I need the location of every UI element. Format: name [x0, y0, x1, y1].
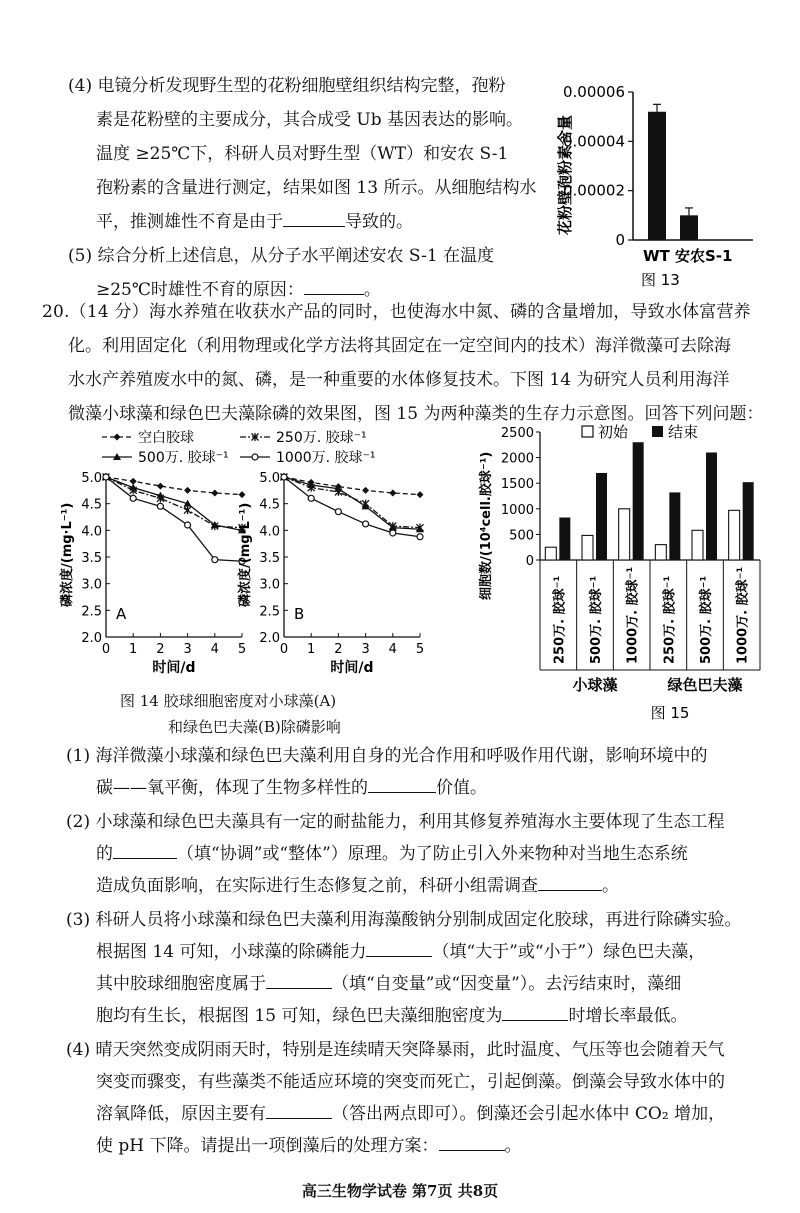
answer-blank[interactable] — [439, 1134, 505, 1151]
q20-3-text3: 其中胶球细胞密度属于 — [96, 974, 266, 994]
q20-4-text4: 使 pH 下降。请提出一项倒藻后的处理方案： — [96, 1136, 439, 1156]
fig14-x-tick-label: 3 — [183, 642, 192, 657]
fig13-x-label-wt: WT — [643, 247, 670, 265]
fig15-y-label: 细胞数/(10⁴cell.胶球⁻¹) — [479, 451, 494, 600]
fig14-y-tick-label: 4.0 — [259, 524, 280, 540]
fig13-bar — [680, 215, 698, 240]
fig14-y-tick-label: 4.5 — [259, 497, 280, 513]
fig14-data-point — [157, 483, 164, 490]
q19-p5-text: ≥25℃时雄性不育的原因： — [96, 280, 304, 300]
q20-2-text3-end: 。 — [602, 876, 619, 896]
fig14-y-tick-label: 2.0 — [259, 631, 280, 646]
fig15-y-tick-label: 2000 — [500, 451, 534, 467]
q20-4-line3 — [96, 1102, 725, 1126]
q19-p4-line3: 温度 ≥25℃下，科研人员对野生型（WT）和安农 S-1 — [96, 144, 509, 164]
fig14-data-point — [239, 491, 246, 498]
fig14-legend-label: 250万. 胶球⁻¹ — [276, 430, 367, 446]
q20-2-text3: 造成负面影响，在实际进行生态修复之前，科研小组需调查 — [96, 876, 538, 896]
fig15-caption: 图 15 — [650, 704, 690, 720]
fig15-bar-final — [706, 452, 717, 560]
q19-p5-line1: (5) 综合分析上述信息，从分子水平阐述安农 S-1 在温度 — [68, 246, 495, 266]
q20-2-line3 — [96, 874, 619, 898]
fig14-x-tick-label: 4 — [388, 642, 397, 657]
fig14-x-tick-label: 0 — [101, 642, 111, 657]
q20-3-text3-end: （填“自变量”或“因变量”）。去污结束时，藻细 — [332, 974, 682, 994]
fig13-y-tick-label: 0.00002 — [562, 181, 625, 200]
q20-4-line2: 突变而骤变，有些藻类不能适应环境的突变而死亡，引起倒藻。倒藻会导致水体中的 — [96, 1072, 725, 1092]
fig14-data-point — [130, 495, 136, 501]
fig14-y-tick-label: 4.5 — [81, 497, 102, 513]
q20-4-text4-end: 。 — [504, 1136, 522, 1156]
fig14-series-line — [284, 477, 420, 495]
fig14-data-point — [363, 521, 369, 527]
fig15-bar-final — [596, 473, 607, 560]
fig15-bar-final — [633, 442, 644, 560]
fig14-legend-label: 500万. 胶球⁻¹ — [138, 450, 229, 466]
fig14-y-tick-label: 3.0 — [259, 577, 280, 593]
fig15-legend-final: 结束 — [668, 423, 699, 441]
fig14-x-tick-label: 2 — [156, 642, 165, 657]
q20-3-text2: 根据图 14 可知，小球藻的除磷能力 — [96, 942, 367, 962]
page-footer: 高三生物学试卷 第7页 共8页 — [301, 1182, 499, 1200]
fig14-x-tick-label: 5 — [237, 642, 247, 657]
fig13-caption: 图 13 — [641, 271, 680, 289]
fig14-panel-label: A — [116, 605, 127, 623]
answer-blank[interactable] — [538, 874, 602, 891]
answer-blank[interactable] — [266, 1102, 332, 1119]
fig15-y-tick-label: 1000 — [500, 502, 534, 518]
figure-14-caption-line2: 和绿色巴夫藻(B)除磷影响 — [168, 718, 341, 736]
q19-p4-line1: (4) 电镜分析发现野生型的花粉细胞壁组织结构完整，孢粉 — [68, 76, 506, 96]
fig14-legend-marker — [252, 454, 258, 460]
fig15-bar-final — [559, 518, 570, 560]
q20-4-text3: 溶氧降低，原因主要有 — [96, 1104, 266, 1124]
q20-1-text: 碳——氧平衡，体现了生物多样性的 — [96, 778, 368, 798]
q20-4-text3-end: （答出两点即可）。倒藻还会引起水体中 CO₂ 增加， — [332, 1104, 726, 1124]
fig15-y-tick-label: 500 — [509, 528, 534, 544]
fig13-y-tick-label: 0.00006 — [562, 83, 625, 101]
q20-intro-line4: 微藻小球藻和绿色巴夫藻除磷的效果图，图 15 为两种藻类的生存力示意图。回答下列问题： — [68, 404, 764, 424]
fig14-y-tick-label: 4.0 — [81, 524, 102, 540]
q20-3-line4 — [96, 1004, 687, 1028]
q19-p4-line2: 素是花粉壁的主要成分，其合成受 Ub 基因表达的影响。 — [96, 110, 524, 130]
fig15-legend-initial-swatch — [582, 426, 593, 437]
fig14-y-tick-label: 3.5 — [81, 551, 102, 566]
fig15-bar-initial — [692, 530, 703, 560]
q20-1-text-end: 价值。 — [436, 778, 487, 798]
fig13-bar — [648, 112, 666, 240]
fig14-data-point — [157, 503, 163, 509]
fig14-legend-label: 1000万. 胶球⁻¹ — [276, 450, 376, 466]
answer-blank[interactable] — [283, 210, 345, 227]
fig15-bar-initial — [619, 509, 630, 560]
q20-intro-line3: 水水产养殖废水中的氮、磷，是一种重要的水体修复技术。下图 14 为研究人员利用海洋 — [68, 370, 730, 390]
fig15-group-label: 绿色巴夫藻 — [667, 676, 743, 694]
fig14-x-tick-label: 0 — [279, 642, 289, 657]
fig14-series-line — [106, 477, 242, 561]
answer-blank[interactable] — [113, 842, 177, 859]
fig14-y-tick-label: 2.5 — [259, 604, 280, 620]
fig15-bar-final — [743, 482, 754, 560]
fig15-category-label: 250万. 胶球⁻¹ — [552, 575, 568, 664]
fig14-data-point — [103, 474, 109, 480]
fig15-bar-initial — [729, 510, 740, 560]
q20-1-line2 — [96, 776, 487, 800]
fig14-x-tick-label: 2 — [334, 642, 343, 657]
q20-2-text: 的 — [96, 844, 113, 864]
fig14-y-tick-label: 2.0 — [81, 631, 102, 646]
answer-blank[interactable] — [502, 1004, 568, 1021]
fig15-bar-initial — [545, 547, 556, 560]
fig14-x-tick-label: 4 — [210, 642, 219, 657]
fig14-data-point — [335, 509, 341, 515]
fig14-data-point — [308, 495, 314, 501]
figure-13-chart — [548, 75, 763, 290]
q20-2-line1: (2) 小球藻和绿色巴夫藻具有一定的耐盐能力，利用其修复养殖海水主要体现了生态工程 — [66, 812, 725, 832]
fig15-y-tick-label: 2500 — [500, 426, 534, 441]
answer-blank[interactable] — [366, 940, 432, 957]
q19-p4-line4: 孢粉素的含量进行测定，结果如图 13 所示。从细胞结构水 — [96, 178, 537, 198]
q20-3-line2 — [96, 940, 705, 964]
fig14-series-line — [284, 477, 420, 528]
fig14-data-point — [212, 557, 218, 563]
fig14-data-point — [417, 534, 423, 540]
fig14-y-tick-label: 3.5 — [259, 551, 280, 566]
fig15-bar-initial — [655, 545, 666, 560]
q20-3-text2-end: （填“大于”或“小于”）绿色巴夫藻， — [432, 942, 706, 962]
figure-15-chart — [470, 420, 770, 720]
fig14-data-point — [389, 490, 396, 497]
q19-p5-line2 — [96, 278, 381, 302]
q20-intro-line1: 20.（14 分）海水养殖在收获水产品的同时，也使海水中氮、磷的含量增加，导致水体富营养 — [42, 302, 751, 322]
fig14-panel-label: B — [294, 605, 305, 623]
q20-2-line2 — [96, 842, 688, 866]
answer-blank[interactable] — [304, 278, 364, 295]
fig15-legend-initial: 初始 — [598, 423, 629, 441]
fig14-data-point — [211, 490, 218, 497]
fig14-data-point — [185, 522, 191, 528]
fig14-x-label: 时间/d — [152, 660, 196, 676]
fig15-bar-final — [669, 492, 680, 560]
q20-3-line1: (3) 科研人员将小球藻和绿色巴夫藻利用海藻酸钠分别制成固定化胶球，再进行除磷实验。 — [66, 910, 742, 930]
fig14-data-point — [184, 487, 191, 494]
fig14-data-point — [362, 487, 369, 494]
figure-14-caption-line1: 图 14 胶球细胞密度对小球藻(A) — [120, 692, 337, 710]
fig14-legend-label: 空白胶球 — [138, 430, 194, 446]
q20-3-text4: 胞均有生长，根据图 15 可知，绿色巴夫藻细胞密度为 — [96, 1006, 503, 1026]
fig13-y-tick-label: 0.00004 — [562, 132, 625, 151]
fig15-y-tick-label: 1500 — [500, 477, 534, 493]
fig14-legend-marker — [114, 434, 121, 441]
fig14-x-tick-label: 1 — [129, 642, 138, 657]
q20-intro-line2: 化。利用固定化（利用物理或化学方法将其固定在一定空间内的技术）海洋微藻可去除海 — [68, 336, 731, 356]
q20-4-line1: (4) 晴天突然变成阴雨天时，特别是连续晴天突降暴雨，此时温度、气压等也会随着天气 — [66, 1040, 725, 1060]
fig15-legend-final-swatch — [652, 426, 663, 437]
fig14-x-label: 时间/d — [330, 660, 374, 676]
fig14-x-tick-label: 5 — [415, 642, 425, 657]
fig14-y-tick-label: 2.5 — [81, 604, 102, 620]
fig14-data-point — [184, 506, 191, 514]
fig14-y-tick-label: 3.0 — [81, 577, 102, 593]
fig15-category-label: 500万. 胶球⁻¹ — [589, 575, 604, 664]
fig13-y-label: 花粉壁孢粉素含量 — [556, 114, 574, 235]
fig14-data-point — [281, 474, 287, 480]
q19-p4-text: 平，推测雄性不育是由于 — [96, 212, 283, 232]
fig15-bar-initial — [582, 535, 593, 560]
q19-p5-text-end: 。 — [363, 280, 381, 300]
fig15-category-label: 500万. 胶球⁻¹ — [699, 575, 714, 664]
answer-blank[interactable] — [266, 972, 332, 989]
q19-p4-text-end: 导致的。 — [345, 212, 413, 232]
q20-1-line1: (1) 海洋微藻小球藻和绿色巴夫藻利用自身的光合作用和呼吸作用代谢，影响环境中的 — [66, 746, 708, 766]
q20-2-text-mid: （填“协调”或“整体”）原理。为了防止引入外来物种对当地生态系统 — [177, 844, 688, 864]
fig15-y-tick-label: 0 — [525, 554, 534, 569]
fig15-group-label: 小球藻 — [572, 676, 618, 694]
fig14-y-tick-label: 5.0 — [259, 471, 280, 486]
q20-3-line3 — [96, 972, 681, 996]
fig14-y-label: 磷浓度/(mg·L⁻¹) — [238, 502, 253, 607]
fig13-x-label-s1: 安农S-1 — [675, 247, 733, 265]
q19-p4-line5 — [96, 210, 413, 234]
fig15-category-label: 250万. 胶球⁻¹ — [662, 575, 678, 664]
figure-14-chart — [40, 425, 470, 690]
q20-4-line4 — [96, 1134, 522, 1158]
fig14-data-point — [390, 530, 396, 536]
fig14-x-tick-label: 3 — [361, 642, 370, 657]
fig15-category-label: 1000万. 胶球⁻¹ — [625, 566, 641, 664]
fig14-y-label: 磷浓度/(mg·L⁻¹) — [60, 502, 75, 607]
q20-3-text4-end: 时增长率最低。 — [568, 1006, 688, 1026]
fig14-data-point — [417, 491, 424, 498]
fig14-x-tick-label: 1 — [307, 642, 316, 657]
fig15-category-label: 1000万. 胶球⁻¹ — [735, 566, 751, 664]
fig14-series-line — [106, 477, 242, 495]
answer-blank[interactable] — [368, 776, 436, 793]
fig14-y-tick-label: 5.0 — [81, 471, 102, 486]
fig13-y-tick-label: 0 — [615, 231, 625, 249]
